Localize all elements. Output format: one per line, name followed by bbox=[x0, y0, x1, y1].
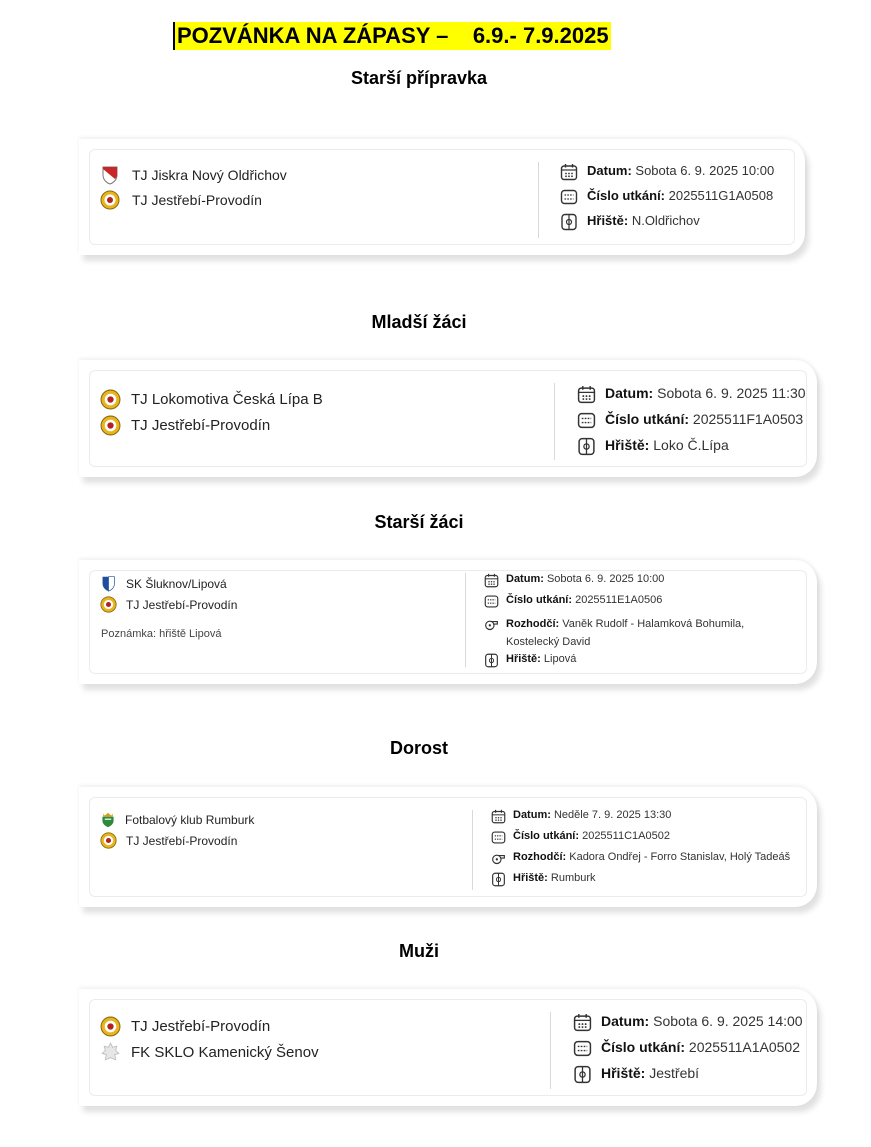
pitch-value: Lipová bbox=[543, 653, 577, 665]
away-team[interactable] bbox=[100, 1039, 319, 1065]
away-team-name: TJ Jestřebí-Provodín bbox=[126, 597, 238, 612]
match-number-label: Číslo utkání: bbox=[601, 1039, 686, 1055]
match-date-row bbox=[560, 163, 774, 188]
match-number-value: 2025511E1A0506 bbox=[575, 594, 663, 606]
match-number-value: 2025511G1A0508 bbox=[668, 188, 774, 203]
match-date-row bbox=[491, 809, 790, 830]
match-card[interactable] bbox=[79, 360, 817, 477]
pitch-label: Hřiště: bbox=[513, 872, 548, 884]
pitch-value: N.Oldřichov bbox=[631, 213, 700, 228]
match-number-row bbox=[491, 830, 790, 851]
pitch-icon bbox=[573, 1065, 592, 1084]
match-card-inner bbox=[89, 999, 807, 1096]
yellow-round-crest-icon bbox=[100, 415, 121, 436]
match-number-row bbox=[484, 594, 799, 615]
pitch-label: Hřiště: bbox=[587, 213, 629, 228]
date-value: Sobota 6. 9. 2025 10:00 bbox=[546, 573, 665, 585]
yellow-round-crest-icon bbox=[100, 596, 117, 613]
date-value: Neděle 7. 9. 2025 13:30 bbox=[553, 809, 672, 821]
pitch-value: Jestřebí bbox=[649, 1065, 700, 1081]
scoreboard-icon bbox=[560, 188, 578, 206]
match-card[interactable] bbox=[79, 139, 805, 255]
card-divider bbox=[465, 573, 466, 667]
pitch-icon bbox=[491, 872, 506, 887]
pitch-row bbox=[573, 1065, 803, 1091]
date-label: Datum: bbox=[601, 1013, 650, 1029]
date-value: Sobota 6. 9. 2025 14:00 bbox=[653, 1013, 803, 1029]
match-card[interactable] bbox=[79, 787, 817, 907]
match-card-inner bbox=[89, 797, 807, 897]
category-heading: Mladší žáci bbox=[371, 312, 467, 332]
grey-emblem-icon bbox=[100, 1042, 121, 1063]
referee-value: Vaněk Rudolf - Halamková Bohumila, Kostelecký David bbox=[506, 618, 745, 648]
pitch-value: Loko Č.Lípa bbox=[653, 437, 729, 453]
home-team-name: SK Šluknov/Lipová bbox=[126, 576, 227, 591]
calendar-icon bbox=[573, 1013, 592, 1032]
card-divider bbox=[550, 1012, 551, 1089]
away-team[interactable] bbox=[100, 594, 237, 615]
match-number-value: 2025511A1A0502 bbox=[688, 1039, 800, 1055]
date-label: Datum: bbox=[513, 809, 551, 821]
away-team[interactable] bbox=[100, 830, 254, 851]
home-team-name: TJ Jestřebí-Provodín bbox=[131, 1017, 271, 1035]
match-number-value: 2025511F1A0503 bbox=[692, 411, 804, 427]
calendar-icon bbox=[484, 573, 499, 588]
home-team-name: Fotbalový klub Rumburk bbox=[125, 812, 255, 827]
pitch-row bbox=[560, 213, 774, 238]
card-divider bbox=[554, 383, 555, 460]
pitch-row bbox=[577, 437, 806, 463]
match-card-inner bbox=[89, 570, 807, 674]
home-team-name: TJ Jiskra Nový Oldřichov bbox=[132, 166, 287, 183]
calendar-icon bbox=[577, 385, 596, 404]
pitch-row bbox=[484, 653, 799, 674]
page-title: POZVÁNKA NA ZÁPASY – 6.9.- 7.9.2025 bbox=[173, 22, 611, 50]
match-number-row bbox=[577, 411, 806, 437]
green-crowned-shield-icon bbox=[100, 812, 116, 828]
category-heading: Starší žáci bbox=[374, 512, 464, 532]
match-number-value: 2025511C1A0502 bbox=[582, 830, 670, 842]
scoreboard-icon bbox=[577, 411, 596, 430]
calendar-icon bbox=[560, 163, 578, 181]
category-heading: Dorost bbox=[390, 738, 448, 758]
note-label: Poznámka: bbox=[101, 628, 157, 640]
date-label: Datum: bbox=[506, 573, 544, 585]
match-number-label: Číslo utkání: bbox=[513, 830, 580, 842]
match-date-row bbox=[577, 385, 806, 411]
home-team[interactable] bbox=[100, 573, 237, 594]
scoreboard-icon bbox=[484, 594, 499, 609]
note-value: hřiště Lipová bbox=[159, 628, 222, 640]
match-number-label: Číslo utkání: bbox=[506, 594, 573, 606]
referee-row bbox=[491, 851, 790, 872]
date-value: Sobota 6. 9. 2025 10:00 bbox=[635, 163, 775, 178]
match-number-label: Číslo utkání: bbox=[587, 188, 666, 203]
match-note bbox=[101, 628, 221, 640]
pitch-value: Rumburk bbox=[550, 872, 596, 884]
home-team[interactable] bbox=[100, 809, 254, 830]
whistle-icon bbox=[491, 851, 506, 866]
card-divider bbox=[472, 810, 473, 890]
referee-row bbox=[484, 615, 799, 651]
pitch-icon bbox=[560, 213, 578, 231]
yellow-round-crest-icon bbox=[100, 1016, 121, 1037]
match-card[interactable] bbox=[79, 560, 817, 684]
match-number-label: Číslo utkání: bbox=[605, 411, 690, 427]
away-team-name: FK SKLO Kamenický Šenov bbox=[131, 1043, 319, 1061]
yellow-round-crest-icon bbox=[100, 389, 121, 410]
pitch-icon bbox=[577, 437, 596, 456]
date-value: Sobota 6. 9. 2025 11:30 bbox=[657, 385, 806, 401]
home-team[interactable] bbox=[100, 162, 287, 187]
referee-value: Kadora Ondřej - Forro Stanislav, Holý Tadeáš bbox=[569, 851, 791, 863]
calendar-icon bbox=[491, 809, 506, 824]
date-label: Datum: bbox=[587, 163, 632, 178]
whistle-icon bbox=[484, 617, 499, 632]
match-date-row bbox=[573, 1013, 803, 1039]
match-card-inner bbox=[89, 149, 795, 245]
category-heading: Starší přípravka bbox=[350, 68, 488, 88]
away-team[interactable] bbox=[100, 412, 323, 438]
red-white-shield-icon bbox=[100, 165, 120, 185]
referee-label: Rozhodčí: bbox=[506, 618, 560, 630]
match-card-inner bbox=[89, 370, 807, 467]
away-team-name: TJ Jestřebí-Provodín bbox=[131, 416, 271, 434]
pitch-label: Hřiště: bbox=[605, 437, 650, 453]
away-team[interactable] bbox=[100, 187, 287, 212]
pitch-label: Hřiště: bbox=[601, 1065, 646, 1081]
blue-white-shield-icon bbox=[100, 575, 117, 592]
match-number-row bbox=[573, 1039, 803, 1065]
yellow-round-crest-icon bbox=[100, 190, 120, 210]
scoreboard-icon bbox=[491, 830, 506, 845]
date-label: Datum: bbox=[605, 385, 654, 401]
home-team[interactable] bbox=[100, 1013, 319, 1039]
pitch-icon bbox=[484, 653, 499, 668]
home-team[interactable] bbox=[100, 386, 323, 412]
home-team-name: TJ Lokomotiva Česká Lípa B bbox=[131, 390, 323, 408]
scoreboard-icon bbox=[573, 1039, 592, 1058]
category-heading: Muži bbox=[399, 941, 439, 961]
away-team-name: TJ Jestřebí-Provodín bbox=[132, 191, 262, 208]
pitch-label: Hřiště: bbox=[506, 653, 541, 665]
match-card[interactable] bbox=[79, 989, 817, 1106]
card-divider bbox=[538, 162, 539, 238]
referee-label: Rozhodčí: bbox=[513, 851, 567, 863]
away-team-name: TJ Jestřebí-Provodín bbox=[126, 833, 238, 848]
match-date-row bbox=[484, 573, 799, 594]
yellow-round-crest-icon bbox=[100, 832, 117, 849]
match-number-row bbox=[560, 188, 774, 213]
pitch-row bbox=[491, 872, 790, 893]
